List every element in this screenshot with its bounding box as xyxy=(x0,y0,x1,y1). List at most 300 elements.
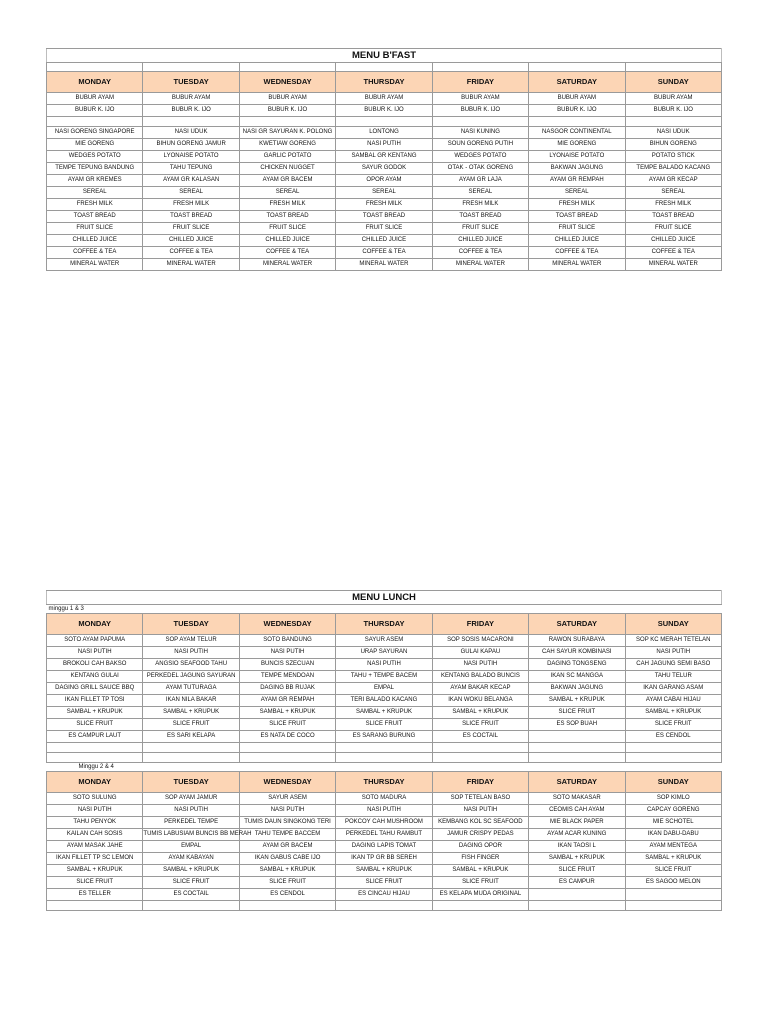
menu-cell: SLICE FRUIT xyxy=(529,707,625,719)
menu-cell xyxy=(432,117,528,127)
menu-cell: NASI PUTIH xyxy=(336,659,432,671)
breakfast-title: MENU B'FAST xyxy=(47,49,722,63)
menu-cell: IKAN SC MANGGA xyxy=(529,671,625,683)
day-header-friday: FRIDAY xyxy=(432,614,528,635)
menu-cell: IKAN WOKU BELANGA xyxy=(432,695,528,707)
menu-cell: SOP SOSIS MACARONI xyxy=(432,635,528,647)
menu-cell: AYAM KABAYAN xyxy=(143,853,239,865)
table-row xyxy=(47,671,722,683)
menu-cell: KWETIAW GORENG xyxy=(239,139,335,151)
menu-cell: JAMUR CRISPY PEDAS xyxy=(432,829,528,841)
menu-cell xyxy=(529,731,625,743)
menu-cell: BUBUR AYAM xyxy=(239,93,335,105)
menu-cell: SEREAL xyxy=(336,187,432,199)
menu-cell: COFFEE & TEA xyxy=(529,247,625,259)
menu-cell xyxy=(143,743,239,753)
table-row xyxy=(47,901,722,911)
menu-cell: KEMBANG KOL SC SEAFOOD xyxy=(432,817,528,829)
menu-cell: SOP KIMLO xyxy=(625,793,721,805)
menu-cell: SOTO MADURA xyxy=(336,793,432,805)
menu-cell xyxy=(239,117,335,127)
table-row xyxy=(47,829,722,841)
menu-cell: SAYUR ASEM xyxy=(239,793,335,805)
menu-cell: EMPAL xyxy=(336,683,432,695)
lunch-sheet xyxy=(46,590,722,911)
menu-cell: OTAK - OTAK GORENG xyxy=(432,163,528,175)
menu-cell: TOAST BREAD xyxy=(143,211,239,223)
menu-cell xyxy=(47,743,143,753)
menu-cell: NASI GORENG SINGAPORE xyxy=(47,127,143,139)
menu-cell: BUBUR K. IJO xyxy=(239,105,335,117)
menu-cell: ES TELLER xyxy=(47,889,143,901)
menu-cell: ES SARANG BURUNG xyxy=(336,731,432,743)
menu-cell: ES COCTAIL xyxy=(143,889,239,901)
breakfast-sheet xyxy=(46,48,722,271)
menu-cell: BAKWAN JAGUNG xyxy=(529,163,625,175)
menu-cell: TOAST BREAD xyxy=(47,211,143,223)
menu-cell: TAHU + TEMPE BACEM xyxy=(336,671,432,683)
menu-cell: SAMBAL + KRUPUK xyxy=(47,707,143,719)
menu-cell xyxy=(47,117,143,127)
menu-cell: SLICE FRUIT xyxy=(47,719,143,731)
menu-cell: LONTONG xyxy=(336,127,432,139)
menu-cell: IKAN TAOSI L xyxy=(529,841,625,853)
menu-cell xyxy=(47,753,143,763)
menu-cell: TOAST BREAD xyxy=(336,211,432,223)
menu-cell: SOTO MAKASAR xyxy=(529,793,625,805)
table-row xyxy=(47,151,722,163)
lunch-week1-day-header xyxy=(47,614,722,635)
menu-cell: AYAM GR LAJA xyxy=(432,175,528,187)
menu-cell: TOAST BREAD xyxy=(625,211,721,223)
menu-cell: URAP SAYURAN xyxy=(336,647,432,659)
day-header-monday: MONDAY xyxy=(47,614,143,635)
menu-cell: SLICE FRUIT xyxy=(143,877,239,889)
menu-cell: BUBUR AYAM xyxy=(529,93,625,105)
week1-note: minggu 1 & 3 xyxy=(48,606,84,612)
menu-cell: TAHU TEMPE BACCEM xyxy=(239,829,335,841)
menu-cell: NASI PUTIH xyxy=(47,647,143,659)
menu-cell: SLICE FRUIT xyxy=(432,719,528,731)
menu-cell: AYAM MASAK JAHE xyxy=(47,841,143,853)
menu-cell xyxy=(625,743,721,753)
menu-cell: ES NATA DE COCO xyxy=(239,731,335,743)
menu-cell: BUBUR AYAM xyxy=(143,93,239,105)
menu-cell: AYAM TUTURAGA xyxy=(143,683,239,695)
menu-cell: FRESH MILK xyxy=(625,199,721,211)
table-row xyxy=(47,731,722,743)
day-header-sunday: SUNDAY xyxy=(625,614,721,635)
menu-cell: FRUIT SLICE xyxy=(625,223,721,235)
menu-cell: BROKOLI CAH BAKSO xyxy=(47,659,143,671)
menu-cell xyxy=(239,743,335,753)
menu-cell: KAILAN CAH SOSIS xyxy=(47,829,143,841)
menu-cell: NASI PUTIH xyxy=(625,647,721,659)
menu-cell: WEDGES POTATO xyxy=(47,151,143,163)
menu-cell: AYAM GR KECAP xyxy=(625,175,721,187)
week1-note-row xyxy=(47,605,722,614)
table-row xyxy=(47,647,722,659)
breakfast-title-row xyxy=(47,49,722,63)
breakfast-table xyxy=(46,48,722,271)
menu-cell: TAHU TEPUNG xyxy=(143,163,239,175)
menu-cell xyxy=(432,753,528,763)
menu-cell: MINERAL WATER xyxy=(239,259,335,271)
menu-cell: IKAN TP GR BB SEREH xyxy=(336,853,432,865)
menu-cell: ES SARI KELAPA xyxy=(143,731,239,743)
menu-cell: NASI PUTIH xyxy=(47,805,143,817)
day-header-saturday: SATURDAY xyxy=(529,72,625,93)
menu-cell: SOTO BANDUNG xyxy=(239,635,335,647)
table-row xyxy=(47,259,722,271)
day-header-wednesday: WEDNESDAY xyxy=(239,614,335,635)
menu-cell: CHILLED JUICE xyxy=(47,235,143,247)
menu-cell xyxy=(336,117,432,127)
table-row xyxy=(47,105,722,117)
table-row xyxy=(47,211,722,223)
menu-cell: FRESH MILK xyxy=(239,199,335,211)
table-row xyxy=(47,719,722,731)
table-row xyxy=(47,817,722,829)
menu-cell: ANGSIO SEAFOOD TAHU xyxy=(143,659,239,671)
day-header-wednesday: WEDNESDAY xyxy=(239,772,335,793)
menu-cell: TOAST BREAD xyxy=(432,211,528,223)
day-header-tuesday: TUESDAY xyxy=(143,614,239,635)
menu-cell: CAPCAY GORENG xyxy=(625,805,721,817)
table-row xyxy=(47,707,722,719)
menu-cell xyxy=(625,117,721,127)
menu-cell: SLICE FRUIT xyxy=(47,877,143,889)
menu-cell: AYAM GR KALASAN xyxy=(143,175,239,187)
menu-cell: BUNCIS SZECUAN xyxy=(239,659,335,671)
lunch-table xyxy=(46,590,722,911)
day-header-wednesday: WEDNESDAY xyxy=(239,72,335,93)
menu-cell: BUBUR AYAM xyxy=(432,93,528,105)
menu-cell xyxy=(625,753,721,763)
menu-cell: CHICKEN NUGGET xyxy=(239,163,335,175)
table-row xyxy=(47,853,722,865)
menu-cell: NASI PUTIH xyxy=(432,659,528,671)
menu-cell: KENTANG BALADO BUNCIS xyxy=(432,671,528,683)
menu-cell: ES KELAPA MUDA ORIGINAL xyxy=(432,889,528,901)
menu-cell: NASI PUTIH xyxy=(239,647,335,659)
menu-cell: DAGING LAPIS TOMAT xyxy=(336,841,432,853)
menu-cell xyxy=(143,117,239,127)
menu-cell: BUBUR K. IJO xyxy=(432,105,528,117)
menu-cell: FRESH MILK xyxy=(143,199,239,211)
menu-cell: IKAN FILLET TP SC LEMON xyxy=(47,853,143,865)
menu-cell: FISH FINGER xyxy=(432,853,528,865)
menu-cell: SOTO AYAM PAPUMA xyxy=(47,635,143,647)
menu-cell: AYAM GR BACEM xyxy=(239,841,335,853)
table-row xyxy=(47,117,722,127)
day-header-thursday: THURSDAY xyxy=(336,72,432,93)
table-row xyxy=(47,163,722,175)
menu-cell: BUBUR AYAM xyxy=(625,93,721,105)
menu-cell: POTATO STICK xyxy=(625,151,721,163)
menu-cell: CHILLED JUICE xyxy=(336,235,432,247)
menu-cell: CHILLED JUICE xyxy=(239,235,335,247)
menu-cell: ES CENDOL xyxy=(239,889,335,901)
menu-cell: MIE GORENG xyxy=(47,139,143,151)
day-header-thursday: THURSDAY xyxy=(336,772,432,793)
menu-cell: MIE GORENG xyxy=(529,139,625,151)
day-header-sunday: SUNDAY xyxy=(625,72,721,93)
menu-cell: SAYUR GODOK xyxy=(336,163,432,175)
menu-cell: PERKEDEL TEMPE xyxy=(143,817,239,829)
table-row xyxy=(47,683,722,695)
day-header-friday: FRIDAY xyxy=(432,72,528,93)
menu-cell: CHILLED JUICE xyxy=(143,235,239,247)
menu-cell: BUBUR K. IJO xyxy=(625,105,721,117)
menu-cell: TOAST BREAD xyxy=(239,211,335,223)
day-header-tuesday: TUESDAY xyxy=(143,772,239,793)
menu-cell: ES CINCAU HIJAU xyxy=(336,889,432,901)
table-row xyxy=(47,175,722,187)
menu-cell: SAMBAL + KRUPUK xyxy=(625,853,721,865)
menu-cell: MINERAL WATER xyxy=(529,259,625,271)
menu-cell: IKAN DABU-DABU xyxy=(625,829,721,841)
menu-cell: SOTO SULUNG xyxy=(47,793,143,805)
menu-cell: AYAM MENTEGA xyxy=(625,841,721,853)
menu-cell: COFFEE & TEA xyxy=(432,247,528,259)
menu-cell: LYONAISE POTATO xyxy=(143,151,239,163)
menu-cell: FRUIT SLICE xyxy=(432,223,528,235)
day-header-tuesday: TUESDAY xyxy=(143,72,239,93)
menu-cell: AYAM BAKAR KECAP xyxy=(432,683,528,695)
menu-cell: ES SAGOO MELON xyxy=(625,877,721,889)
menu-cell: TUMIS DAUN SINGKONG TERI xyxy=(239,817,335,829)
menu-cell: SAMBAL + KRUPUK xyxy=(432,865,528,877)
menu-cell: SEREAL xyxy=(143,187,239,199)
menu-cell: SLICE FRUIT xyxy=(625,719,721,731)
menu-cell: WEDGES POTATO xyxy=(432,151,528,163)
menu-cell: AYAM CABAI HIJAU xyxy=(625,695,721,707)
menu-cell: TEMPE BALADO KACANG xyxy=(625,163,721,175)
menu-cell: SLICE FRUIT xyxy=(336,719,432,731)
menu-cell: PERKEDEL JAGUNG SAYURAN xyxy=(143,671,239,683)
menu-cell: FRUIT SLICE xyxy=(336,223,432,235)
menu-cell: MIE BLACK PAPER xyxy=(529,817,625,829)
menu-cell: MINERAL WATER xyxy=(336,259,432,271)
menu-cell: SOUN GORENG PUTIH xyxy=(432,139,528,151)
menu-cell: BUBUR K. IJO xyxy=(47,105,143,117)
menu-cell: IKAN FILLET TP TOSI xyxy=(47,695,143,707)
menu-cell: DAGING OPOR xyxy=(432,841,528,853)
menu-cell: NASI PUTIH xyxy=(143,805,239,817)
menu-cell: TAHU TELUR xyxy=(625,671,721,683)
menu-cell: SAMBAL GR KENTANG xyxy=(336,151,432,163)
menu-cell: SOP AYAM JAMUR xyxy=(143,793,239,805)
menu-cell: COFFEE & TEA xyxy=(143,247,239,259)
menu-cell: TERI BALADO KACANG xyxy=(336,695,432,707)
menu-cell: AYAM GR KREMES xyxy=(47,175,143,187)
table-row xyxy=(47,793,722,805)
menu-cell: COFFEE & TEA xyxy=(239,247,335,259)
menu-cell: EMPAL xyxy=(143,841,239,853)
menu-cell: MINERAL WATER xyxy=(432,259,528,271)
menu-cell: TAHU PENYOK xyxy=(47,817,143,829)
menu-cell: ES SOP BUAH xyxy=(529,719,625,731)
day-header-thursday: THURSDAY xyxy=(336,614,432,635)
menu-cell: NASI PUTIH xyxy=(432,805,528,817)
lunch-title: MENU LUNCH xyxy=(47,591,722,605)
menu-cell: SOP KC MERAH TETELAN xyxy=(625,635,721,647)
table-row xyxy=(47,877,722,889)
menu-cell: COFFEE & TEA xyxy=(336,247,432,259)
menu-cell: SLICE FRUIT xyxy=(529,865,625,877)
menu-cell: FRUIT SLICE xyxy=(47,223,143,235)
menu-cell: RAWON SURABAYA xyxy=(529,635,625,647)
table-row xyxy=(47,841,722,853)
menu-cell: DAGING BB RUJAK xyxy=(239,683,335,695)
menu-cell xyxy=(625,889,721,901)
lunch-title-row xyxy=(47,591,722,605)
menu-cell: DAGING GRILL SAUCE BBQ xyxy=(47,683,143,695)
day-header-saturday: SATURDAY xyxy=(529,614,625,635)
menu-cell: AYAM ACAR KUNING xyxy=(529,829,625,841)
menu-cell xyxy=(529,901,625,911)
menu-cell xyxy=(529,889,625,901)
menu-cell: BIHUN GORENG JAMUR xyxy=(143,139,239,151)
menu-cell: CAH JAGUNG SEMI BASO xyxy=(625,659,721,671)
menu-cell: COFFEE & TEA xyxy=(625,247,721,259)
menu-cell: SEREAL xyxy=(432,187,528,199)
menu-cell: SAMBAL + KRUPUK xyxy=(143,865,239,877)
menu-cell: FRESH MILK xyxy=(529,199,625,211)
menu-cell: SEREAL xyxy=(47,187,143,199)
menu-cell xyxy=(529,753,625,763)
menu-cell: SAMBAL + KRUPUK xyxy=(239,707,335,719)
menu-cell: SLICE FRUIT xyxy=(239,877,335,889)
menu-cell xyxy=(529,117,625,127)
menu-cell xyxy=(143,753,239,763)
menu-cell: BUBUR K. IJO xyxy=(336,105,432,117)
table-row xyxy=(47,889,722,901)
menu-cell xyxy=(239,753,335,763)
lunch-week2-day-header xyxy=(47,772,722,793)
menu-cell: BAKWAN JAGUNG xyxy=(529,683,625,695)
menu-cell: MINERAL WATER xyxy=(625,259,721,271)
menu-cell: IKAN NILA BAKAR xyxy=(143,695,239,707)
menu-cell: NASI UDUK xyxy=(625,127,721,139)
menu-cell: NASI PUTIH xyxy=(143,647,239,659)
menu-cell: OPOR AYAM xyxy=(336,175,432,187)
week2-note-row xyxy=(47,763,722,772)
menu-cell: FRUIT SLICE xyxy=(143,223,239,235)
menu-cell: SEREAL xyxy=(529,187,625,199)
menu-cell: LYONAISE POTATO xyxy=(529,151,625,163)
menu-cell: FRUIT SLICE xyxy=(529,223,625,235)
menu-cell: CHILLED JUICE xyxy=(432,235,528,247)
menu-cell xyxy=(625,901,721,911)
menu-cell: NASGOR CONTINENTAL xyxy=(529,127,625,139)
day-header-friday: FRIDAY xyxy=(432,772,528,793)
table-row xyxy=(47,199,722,211)
menu-cell: NASI PUTIH xyxy=(336,805,432,817)
menu-cell: SAMBAL + KRUPUK xyxy=(143,707,239,719)
menu-cell: SLICE FRUIT xyxy=(432,877,528,889)
menu-cell: BIHUN GORENG xyxy=(625,139,721,151)
menu-cell xyxy=(239,901,335,911)
breakfast-day-header xyxy=(47,72,722,93)
menu-cell xyxy=(336,901,432,911)
menu-cell: BUBUR AYAM xyxy=(336,93,432,105)
menu-cell: SAYUR ASEM xyxy=(336,635,432,647)
menu-cell: NASI PUTIH xyxy=(239,805,335,817)
menu-cell: NASI UDUK xyxy=(143,127,239,139)
menu-cell xyxy=(529,743,625,753)
table-row xyxy=(47,127,722,139)
table-row xyxy=(47,187,722,199)
menu-cell: SEREAL xyxy=(625,187,721,199)
menu-cell: BUBUR K. IJO xyxy=(143,105,239,117)
week2-note: Minggu 2 & 4 xyxy=(78,764,114,770)
menu-cell: MIE SCHOTEL xyxy=(625,817,721,829)
menu-cell: CAH SAYUR KOMBINASI xyxy=(529,647,625,659)
menu-cell: FRUIT SLICE xyxy=(239,223,335,235)
menu-cell: AYAM GR BACEM xyxy=(239,175,335,187)
menu-cell: SOP TETELAN BASO xyxy=(432,793,528,805)
menu-cell: SAMBAL + KRUPUK xyxy=(239,865,335,877)
menu-cell xyxy=(432,743,528,753)
menu-cell: POKCOY CAH MUSHROOM xyxy=(336,817,432,829)
menu-cell xyxy=(143,901,239,911)
menu-cell: MINERAL WATER xyxy=(143,259,239,271)
menu-cell: COFFEE & TEA xyxy=(47,247,143,259)
menu-cell: FRESH MILK xyxy=(336,199,432,211)
menu-cell: KENTANG GULAI xyxy=(47,671,143,683)
table-row xyxy=(47,635,722,647)
menu-cell: ES COCTAIL xyxy=(432,731,528,743)
menu-cell xyxy=(336,743,432,753)
menu-cell: AYAM GR REMPAH xyxy=(239,695,335,707)
menu-cell: SAMBAL + KRUPUK xyxy=(336,707,432,719)
menu-cell: SAMBAL + KRUPUK xyxy=(625,707,721,719)
menu-cell: ES CENDOL xyxy=(625,731,721,743)
day-header-monday: MONDAY xyxy=(47,772,143,793)
menu-cell: BUBUR K. IJO xyxy=(529,105,625,117)
menu-cell: NASI PUTIH xyxy=(336,139,432,151)
table-row xyxy=(47,743,722,753)
menu-cell: ES CAMPUR LAUT xyxy=(47,731,143,743)
menu-cell xyxy=(336,753,432,763)
menu-cell: TUMIS LABUSIAM BUNCIS BB MERAH xyxy=(143,829,239,841)
menu-cell: TEMPE MENDOAN xyxy=(239,671,335,683)
menu-cell: SAMBAL + KRUPUK xyxy=(529,695,625,707)
menu-cell: TEMPE TEPUNG BANDUNG xyxy=(47,163,143,175)
menu-cell: SOP AYAM TELUR xyxy=(143,635,239,647)
menu-cell: FRESH MILK xyxy=(47,199,143,211)
menu-cell: IKAN GARANG ASAM xyxy=(625,683,721,695)
menu-cell: NASI GR SAYURAN K. POLONG xyxy=(239,127,335,139)
table-row xyxy=(47,865,722,877)
menu-cell: SAMBAL + KRUPUK xyxy=(432,707,528,719)
menu-cell: CEOMIS CAH AYAM xyxy=(529,805,625,817)
table-row xyxy=(47,223,722,235)
day-header-monday: MONDAY xyxy=(47,72,143,93)
menu-cell xyxy=(432,901,528,911)
table-row xyxy=(47,659,722,671)
table-row xyxy=(47,247,722,259)
menu-cell: ES CAMPUR xyxy=(529,877,625,889)
table-row xyxy=(47,93,722,105)
day-header-saturday: SATURDAY xyxy=(529,772,625,793)
table-row xyxy=(47,805,722,817)
menu-cell: SAMBAL + KRUPUK xyxy=(529,853,625,865)
day-header-sunday: SUNDAY xyxy=(625,772,721,793)
table-row xyxy=(47,695,722,707)
